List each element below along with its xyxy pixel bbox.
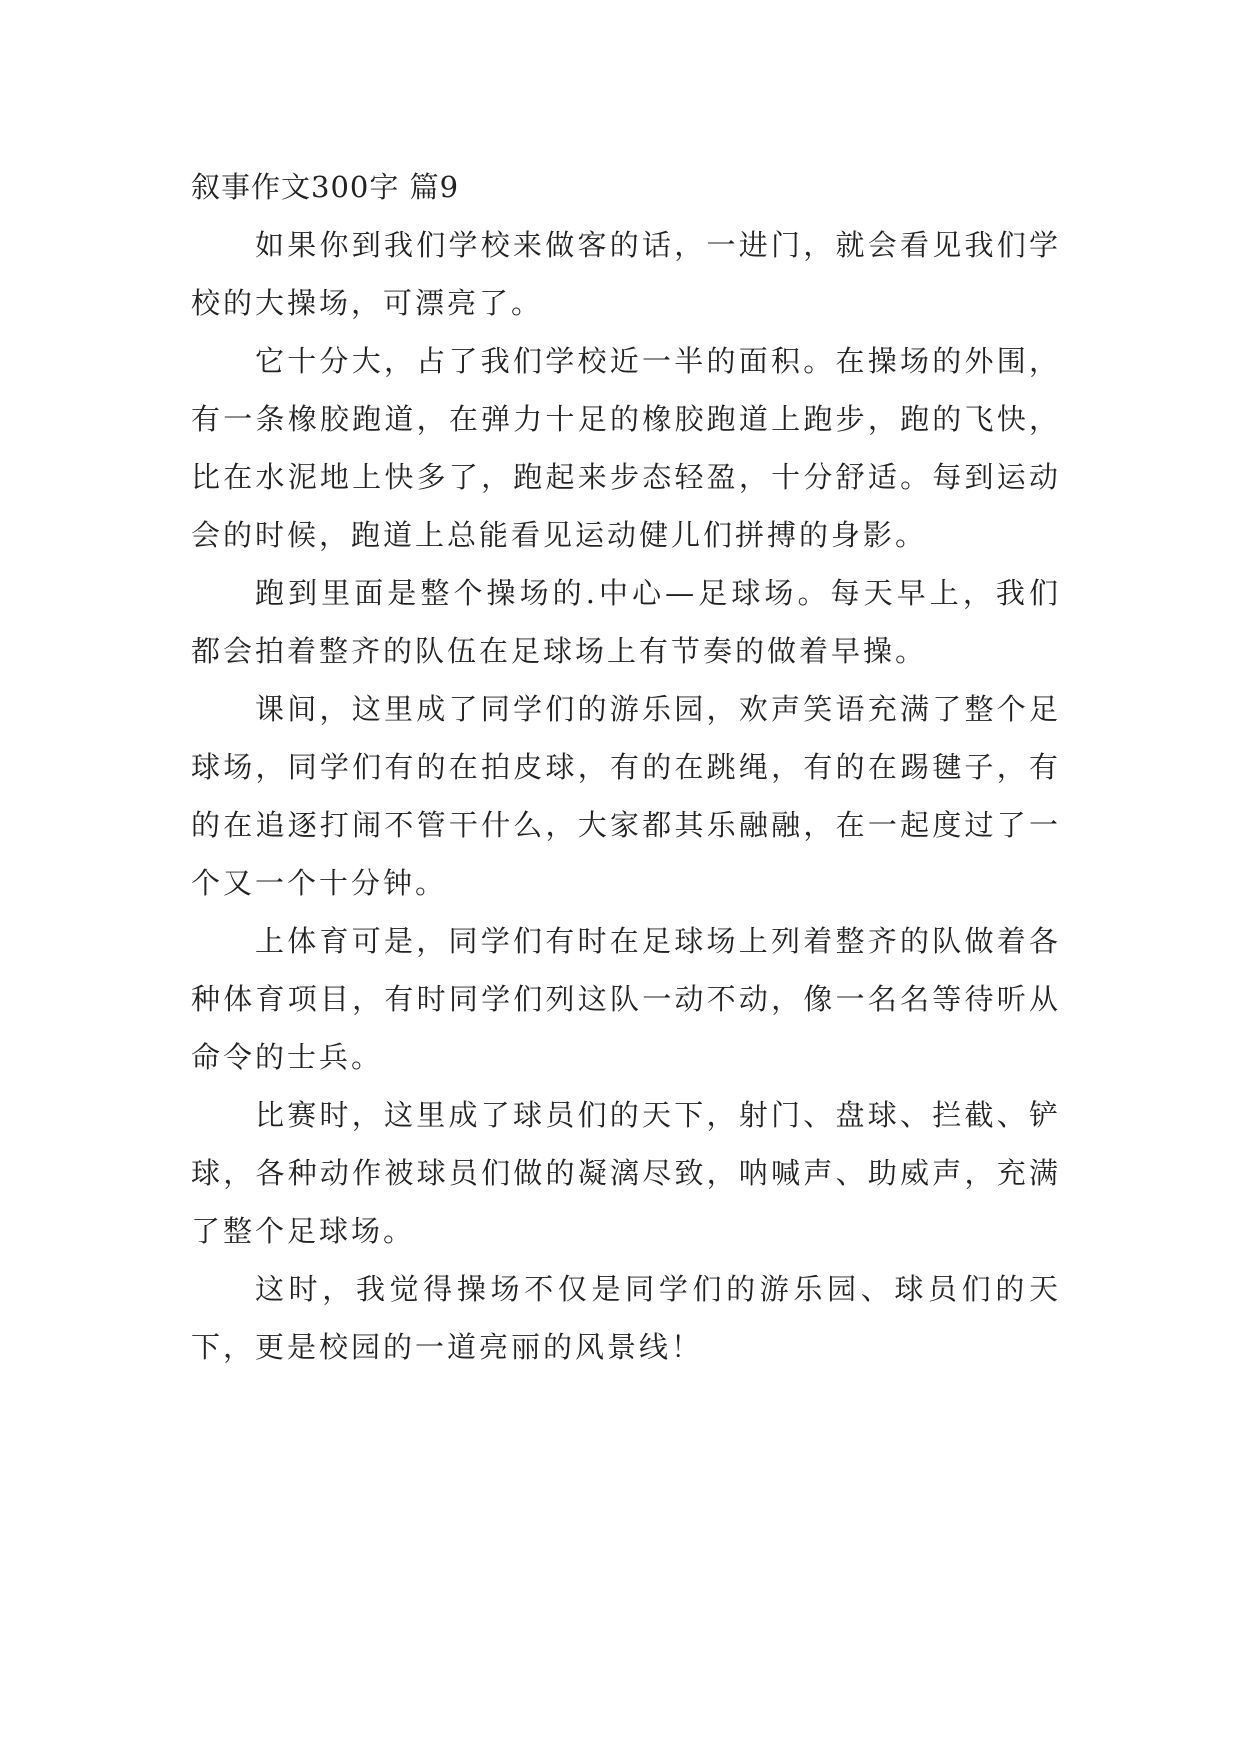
- document-title: 叙事作文300字 篇9: [191, 170, 460, 204]
- paragraph-7: 这时，我觉得操场不仅是同学们的游乐园、球员们的天下，更是校园的一道亮丽的风景线！: [191, 1272, 1061, 1364]
- document-body: [191, 158, 1061, 1376]
- paragraph-4: 课间，这里成了同学们的游乐园，欢声笑语充满了整个足球场，同学们有的在拍皮球，有的在跳绳，有的在踢毽子，有的在追逐打闹不管干什么，大家都其乐融融，在一起度过了一个又一个十分钟。: [191, 692, 1061, 900]
- paragraph-6: 比赛时，这里成了球员们的天下，射门、盘球、拦截、铲球，各种动作被球员们做的凝漓尽致，呐喊声、助威声，充满了整个足球场。: [191, 1098, 1061, 1248]
- paragraph-5: 上体育可是，同学们有时在足球场上列着整齐的队做着各种体育项目，有时同学们列这队一动不动，像一名名等待听从命令的士兵。: [191, 924, 1061, 1074]
- paragraph-2: 它十分大，占了我们学校近一半的面积。在操场的外围，有一条橡胶跑道，在弹力十足的橡胶跑道上跑步，跑的飞快，比在水泥地上快多了，跑起来步态轻盈，十分舒适。每到运动会的时候，跑道上总能看见运动健儿们拼搏的身影。: [191, 344, 1061, 552]
- paragraph-3: 跑到里面是整个操场的.中心—足球场。每天早上，我们都会拍着整齐的队伍在足球场上有节奏的做着早操。: [191, 576, 1061, 668]
- paragraph-1: 如果你到我们学校来做客的话，一进门，就会看见我们学校的大操场，可漂亮了。: [191, 228, 1061, 320]
